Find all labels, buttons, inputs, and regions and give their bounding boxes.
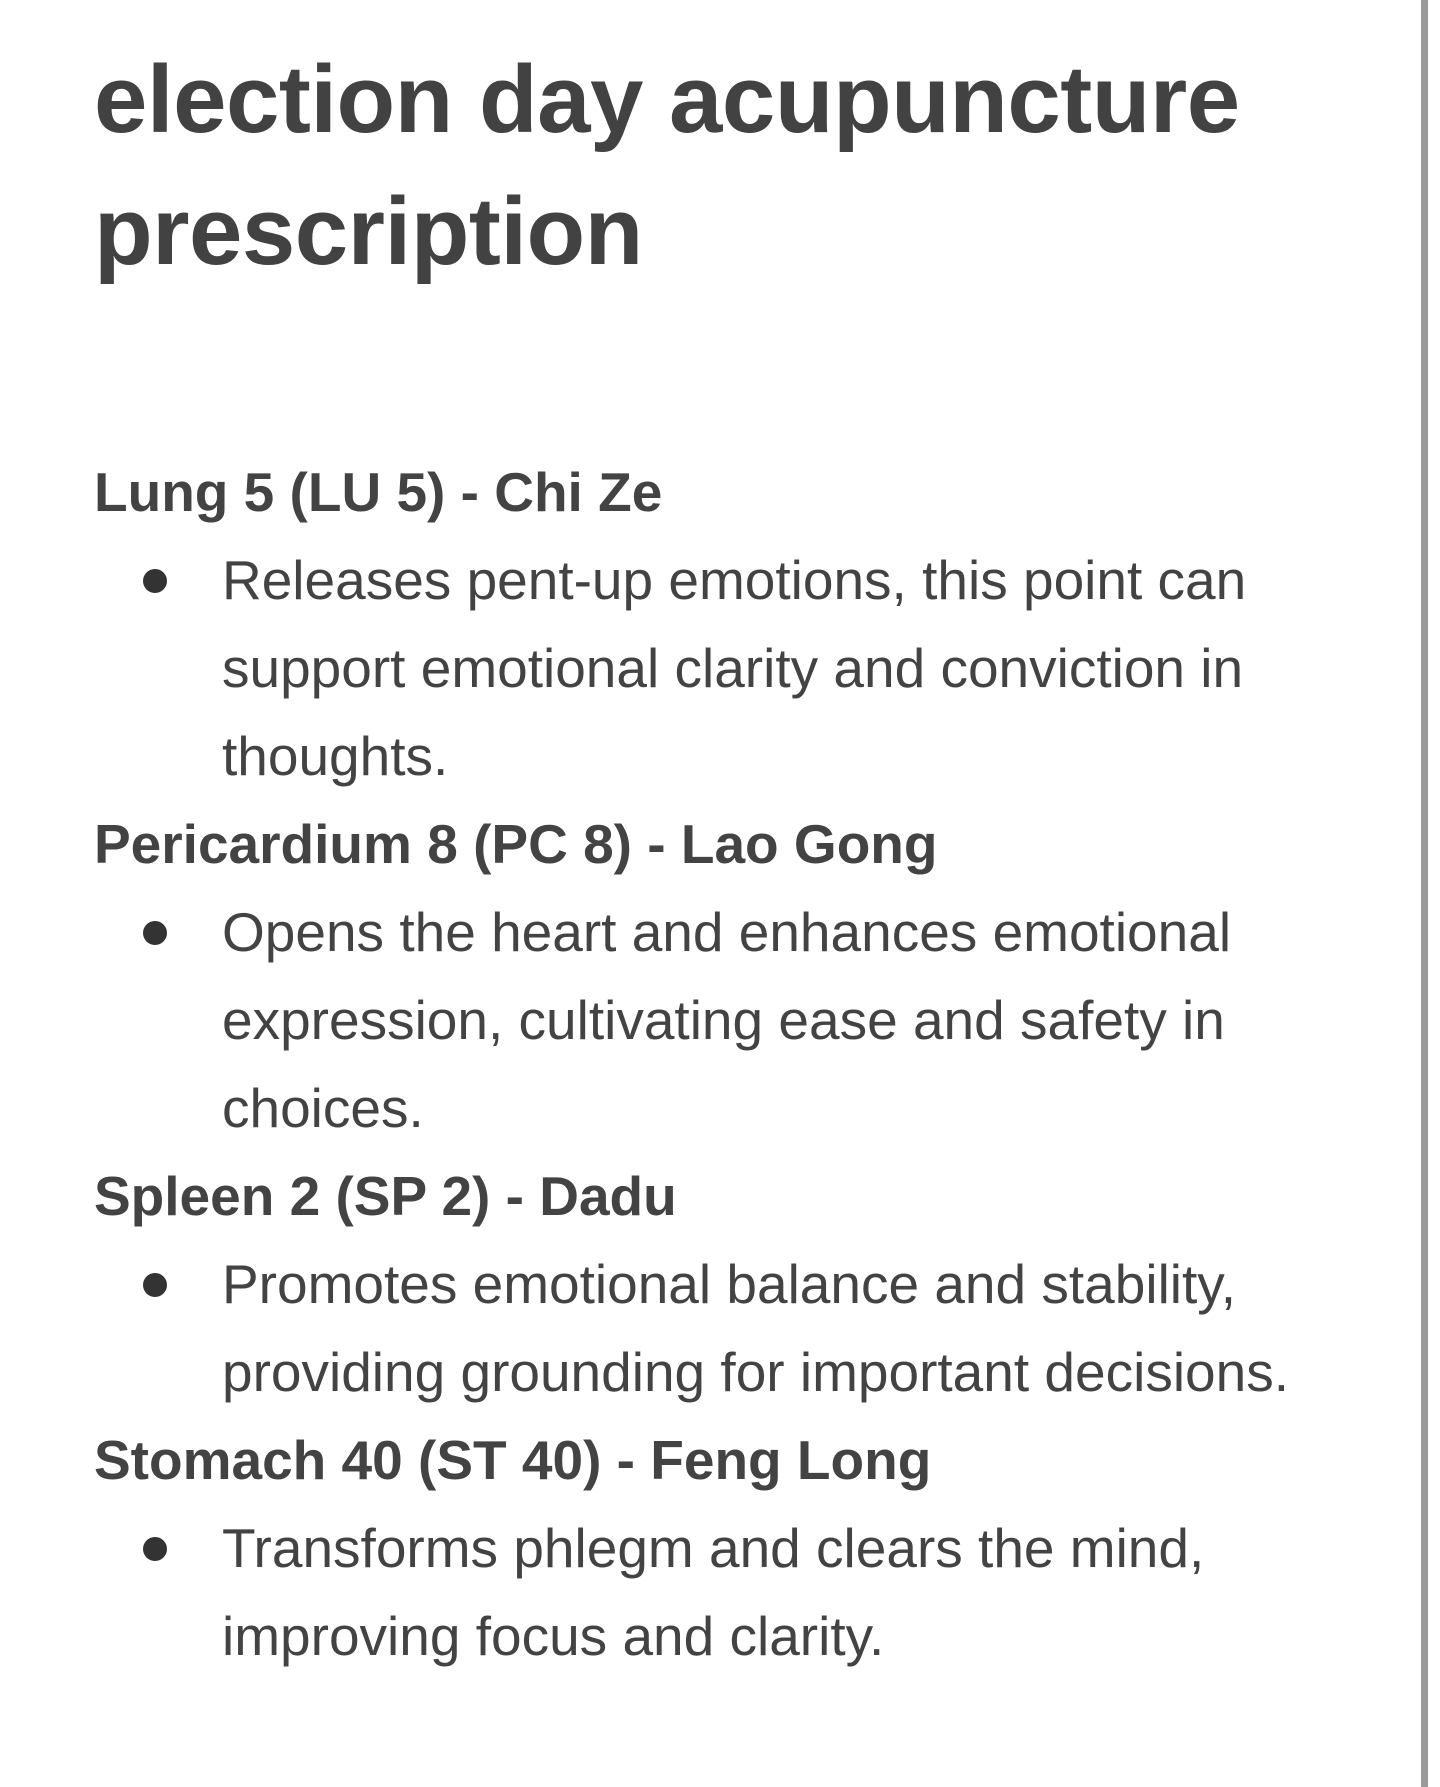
acupoint-description: Transforms phlegm and clears the mind, improving focus and clarity. [222, 1517, 1205, 1667]
acupoint-heading: Lung 5 (LU 5) - Chi Ze [94, 461, 663, 523]
bullet-item [222, 1504, 1334, 1680]
acupoint-heading: Stomach 40 (ST 40) - Feng Long [94, 1429, 932, 1491]
acupoint-heading: Pericardium 8 (PC 8) - Lao Gong [94, 813, 938, 875]
bullet-list [94, 536, 1334, 800]
acupoint-pericardium-8 [94, 800, 1334, 1152]
bullet-icon [143, 921, 167, 945]
bullet-item [222, 888, 1334, 1152]
document-page [94, 34, 1334, 1680]
acupoint-spleen-2 [94, 1152, 1334, 1416]
acupoint-list [94, 448, 1334, 1680]
page-edge-divider [1421, 0, 1428, 1787]
bullet-item [222, 1240, 1334, 1416]
acupoint-lung-5 [94, 448, 1334, 800]
acupoint-stomach-40 [94, 1416, 1334, 1680]
bullet-item [222, 536, 1334, 800]
acupoint-description: Opens the heart and enhances emotional expression, cultivating ease and safety in choices. [222, 901, 1232, 1139]
acupoint-description: Releases pent-up emotions, this point can support emotional clarity and conviction in thoughts. [222, 549, 1247, 787]
bullet-icon [143, 1273, 167, 1297]
bullet-icon [143, 569, 167, 593]
bullet-icon [143, 1537, 167, 1561]
bullet-list [94, 1240, 1334, 1416]
page-title: election day acupuncture prescription [94, 46, 1240, 285]
bullet-list [94, 1504, 1334, 1680]
acupoint-description: Promotes emotional balance and stability, providing grounding for important decisions. [222, 1253, 1289, 1403]
bullet-list [94, 888, 1334, 1152]
acupoint-heading: Spleen 2 (SP 2) - Dadu [94, 1165, 677, 1227]
